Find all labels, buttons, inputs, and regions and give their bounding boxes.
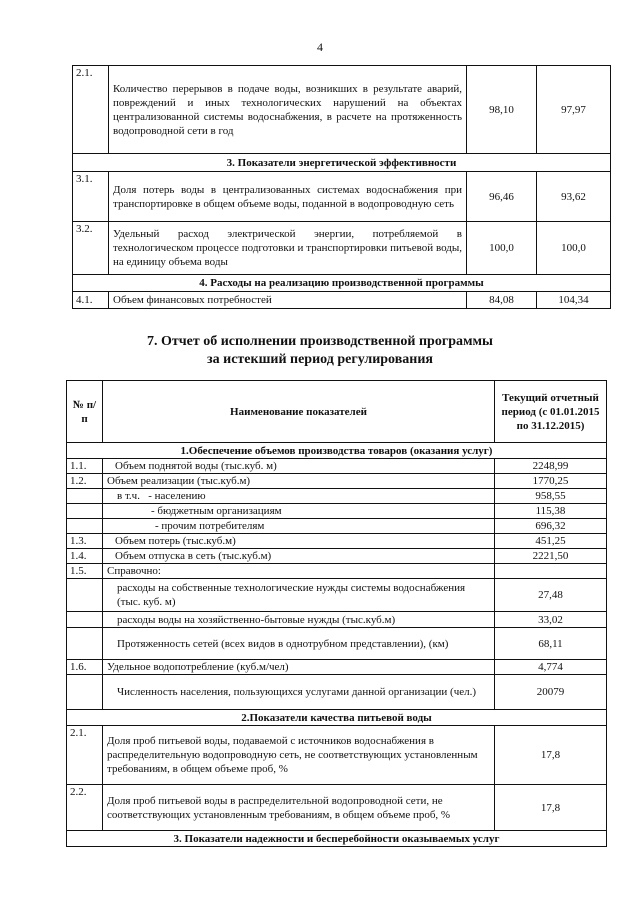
row-value: 27,48 [495,579,607,612]
header-number: № п/п [67,381,103,443]
row-value: 2221,50 [495,549,607,564]
row-value: 4,774 [495,660,607,675]
row-value: 1770,25 [495,474,607,489]
row-text: Объем поднятой воды (тыс.куб. м) [103,459,495,474]
row-text: Объем потерь (тыс.куб.м) [103,534,495,549]
row-text: Справочно: [103,564,495,579]
row-value-1: 96,46 [467,172,537,222]
row-number [67,612,103,628]
row-value [495,564,607,579]
row-number [67,489,103,504]
row-value: 20079 [495,675,607,710]
row-number: 3.1. [73,172,109,222]
row-number: 2.1. [73,66,109,154]
table-row [73,172,611,222]
row-text: Доля проб питьевой воды в распределительной водопроводной сети, не соответствующих установленным требованиям, в общем объеме проб, % [103,785,495,831]
row-value: 17,8 [495,785,607,831]
row-text: Удельное водопотребление (куб.м/чел) [103,660,495,675]
row-value: 2248,99 [495,459,607,474]
row-number [67,519,103,534]
row-text: Объем отпуска в сеть (тыс.куб.м) [103,549,495,564]
section-heading: 3. Показатели энергетической эффективности [73,154,611,172]
section-row [73,275,611,292]
table-row [67,579,607,612]
row-number: 1.1. [67,459,103,474]
row-text: Объем реализации (тыс.куб.м) [103,474,495,489]
section-row [67,831,607,847]
row-value: 68,11 [495,628,607,660]
page-number: 4 [317,40,323,54]
table-row [73,292,611,309]
header-period: Текущий отчетный период (с 01.01.2015 по 31.12.2015) [495,381,607,443]
row-number [67,628,103,660]
table-row [67,519,607,534]
row-text: Удельный расход электрической энергии, потребляемой в технологическом процессе подготовки и транспортировки питьевой воды, на единицу объема воды [109,222,467,275]
header-row [67,381,607,443]
row-text: Количество перерывов в подаче воды, возникших в результате аварий, повреждений и иных технологических нарушений на объектах централизованной системы водоснабжения, в расчете на протяженность водопроводной сети в год [109,66,467,154]
section-title [0,333,640,369]
row-text: Объем финансовых потребностей [109,292,467,309]
row-value: 115,38 [495,504,607,519]
row-number: 3.2. [73,222,109,275]
row-text: Доля проб питьевой воды, подаваемой с источников водоснабжения в распределительную водопроводную сеть, не соответствующих установленным требованиям, в общем объеме проб, % [103,726,495,785]
row-text: - прочим потребителям [103,519,495,534]
row-number: 1.3. [67,534,103,549]
table-row [67,726,607,785]
table-row [67,549,607,564]
section-row [67,443,607,459]
table-row [67,489,607,504]
table-row [67,504,607,519]
row-value: 958,55 [495,489,607,504]
row-value-2: 93,62 [537,172,611,222]
row-text: Численность населения, пользующихся услугами данной организации (чел.) [103,675,495,710]
header-name: Наименование показателей [103,381,495,443]
row-number: 2.2. [67,785,103,831]
row-number: 4.1. [73,292,109,309]
row-value: 451,25 [495,534,607,549]
row-number: 2.1. [67,726,103,785]
row-number [67,675,103,710]
table-row [67,612,607,628]
upper-indicators-table [72,65,611,309]
table-row [67,660,607,675]
row-value: 33,02 [495,612,607,628]
production-program-report-table [66,380,607,847]
row-value-2: 104,34 [537,292,611,309]
section-heading: 4. Расходы на реализацию производственной программы [73,275,611,292]
row-text: расходы на собственные технологические нужды системы водоснабжения (тыс. куб. м) [103,579,495,612]
row-number: 1.2. [67,474,103,489]
table-row [67,534,607,549]
row-value-1: 84,08 [467,292,537,309]
row-text: расходы воды на хозяйственно-бытовые нужды (тыс.куб.м) [103,612,495,628]
row-value: 696,32 [495,519,607,534]
table-row [73,66,611,154]
section-heading: 2.Показатели качества питьевой воды [67,710,607,726]
table-row [67,474,607,489]
row-value-2: 100,0 [537,222,611,275]
table-row [67,785,607,831]
section-row [67,710,607,726]
row-value: 17,8 [495,726,607,785]
row-number [67,579,103,612]
table-row [67,459,607,474]
row-number [67,504,103,519]
row-text: - бюджетным организациям [103,504,495,519]
table-row [67,628,607,660]
section-title-line-2: за истекший период регулирования [207,352,433,367]
row-text: в т.ч. - населению [103,489,495,504]
section-row [73,154,611,172]
row-number: 1.5. [67,564,103,579]
row-value-1: 100,0 [467,222,537,275]
row-value-1: 98,10 [467,66,537,154]
section-heading: 3. Показатели надежности и бесперебойности оказываемых услуг [67,831,607,847]
table-row [67,564,607,579]
section-heading: 1.Обеспечение объемов производства товаров (оказания услуг) [67,443,607,459]
table-row [73,222,611,275]
row-value-2: 97,97 [537,66,611,154]
row-text: Доля потерь воды в централизованных системах водоснабжения при транспортировке в общем объеме воды, поданной в водопроводную сеть [109,172,467,222]
section-title-line-1: 7. Отчет об исполнении производственной программы [146,334,493,349]
row-number: 1.4. [67,549,103,564]
row-number: 1.6. [67,660,103,675]
row-text: Протяженность сетей (всех видов в однотрубном представлении), (км) [103,628,495,660]
table-row [67,675,607,710]
